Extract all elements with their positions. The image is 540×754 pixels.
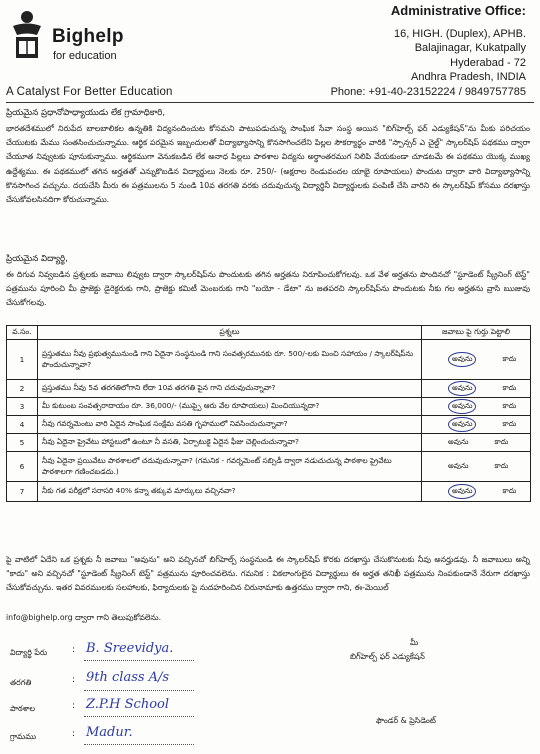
row-number: 5 — [7, 434, 38, 452]
answer-no[interactable]: కాదు — [494, 437, 509, 446]
salutation-headmaster: ప్రియమైన ప్రధానోపాధ్యాయుడు లేక గ్రామాధికారి, — [6, 108, 166, 118]
person-logo-icon — [10, 10, 44, 60]
answer-yes[interactable]: అవును — [448, 437, 469, 446]
col-header-question: ప్రశ్నలు — [38, 326, 422, 340]
row-question: ప్రస్తుతము నీవు 5వ తరగతిలోగాని లేదా 10వ తరగతి పైన గాని చదువుచున్నావా? — [38, 380, 422, 398]
table-row — [7, 452, 531, 482]
class-value: 9th class A/s — [86, 670, 170, 685]
student-name-label: విద్యార్థి పేరు — [10, 648, 48, 657]
row-question: నీకు గత పరీక్షలో సరాసరి 40% కన్నా తక్కువ మార్కులు వచ్చినవా? — [38, 482, 422, 502]
row-number: 3 — [7, 398, 38, 416]
answer-yes[interactable]: అవును — [448, 461, 469, 470]
header-divider — [6, 102, 534, 103]
table-row — [7, 416, 531, 434]
colon: : — [72, 729, 76, 739]
brand-subtitle: for education — [53, 50, 117, 62]
office-address — [326, 4, 526, 99]
row-number: 2 — [7, 380, 38, 398]
office-phone: Phone: +91-40-23152224 / 9849757785 — [330, 85, 526, 98]
answer-no[interactable]: కాదు — [502, 486, 517, 495]
office-line: Balajinagar, Kukatpally — [414, 42, 526, 54]
row-number: 4 — [7, 416, 38, 434]
colon: : — [72, 645, 76, 655]
answer-no[interactable]: కాదు — [502, 354, 517, 363]
office-line: Hyderabad - 72 — [450, 56, 526, 69]
student-name-value: B. Sreevidya. — [86, 641, 174, 656]
school-underline — [84, 716, 194, 717]
office-title: Administrative Office: — [390, 3, 526, 18]
signature-org: బిగ్‌హెల్ప్ ఫర్ ఎడ్యుకేషన్ — [350, 652, 425, 661]
table-row — [7, 434, 531, 452]
row-answer — [422, 416, 531, 434]
row-answer — [422, 434, 531, 452]
tagline: A Catalyst For Better Education — [6, 86, 173, 98]
signature-title: ఫౌండర్ & ప్రెసిడెంట్ — [376, 716, 436, 725]
col-header-answer: జవాబు పై గుర్తు పెట్టాలి — [422, 326, 531, 340]
row-number: 1 — [7, 340, 38, 380]
answer-yes[interactable]: అవును — [448, 484, 476, 499]
village-label: గ్రామము — [10, 732, 37, 741]
table-row — [7, 398, 531, 416]
row-question: మీ కుటుంబ సంవత్సరాదాయం రూ. 36,000/- (ముప్పై ఆరు వేల రూపాయలు) మించియున్నదా? — [38, 398, 422, 416]
row-question: నీవు ఏదైనా ప్రైవేటు హాస్టలులో ఉంటూ నీ వసతి, ఏర్పాటుకై ఏదైన ఫీజు చెల్లించుచున్నావా? — [38, 434, 422, 452]
row-answer — [422, 482, 531, 502]
brand-name: Bighelp — [52, 26, 124, 47]
row-question: ప్రస్తుతము నీవు ప్రభుత్వమునుండి గాని ఏదైనా సంస్థనుండి గాని సంవత్సరమునకు రూ. 500/-లకు మించి సహాయం / స్కాలర్‌షిప్‌ను పొందుచున్నావా? — [38, 340, 422, 380]
colon: : — [72, 675, 76, 685]
row-answer — [422, 452, 531, 482]
colon: : — [72, 701, 76, 711]
row-number: 7 — [7, 482, 38, 502]
school-value: Z.P.H School — [86, 697, 170, 712]
row-number: 6 — [7, 452, 38, 482]
col-header-no: వ.సం. — [7, 326, 38, 340]
answer-yes[interactable]: అవును — [448, 399, 476, 414]
closing-paragraph: పై వాటిలో ఏదేని ఒక ప్రశ్నకు నీ జవాబు "అవును" అని వచ్చినచో బిగ్‌హెల్ప్ సంస్థనుండి ఈ స్కాలర్‌షిప్ కొరకు దరఖాస్తు చేసుకొనుటకు నీవు అనర్హుడవు. నీ జవాబులు అన్ని "కాదు" అని వచ్చినచో "స్టూడెంట్ స్క్రీనింగ్ టెస్ట్" పత్రమును పూరించవలెను. గమనిక : వికలాంగులైన విద్యార్థులు ఈ అర్హత తనిఖీ పత్రమును నింపకుండానే నేరుగా దరఖాస్తు చేసుకోవచ్చును. ఇతర వివరములకు సలహాలకు, ఫిర్యాదులకు పై నుదహరించిన చిరునామాకు ఉత్తరము ద్వారా గాని, ఈ-మెయిల్ — [6, 555, 530, 593]
answer-no[interactable]: కాదు — [502, 383, 517, 392]
village-underline — [84, 744, 194, 745]
answer-no[interactable]: కాదు — [502, 419, 517, 428]
answer-yes[interactable]: అవును — [448, 352, 476, 367]
table-header-row — [7, 326, 531, 340]
row-question: నీవు గవర్నమెంటు వారి ఏదైన సాంఘిక సంక్షేమ వసతి గృహములో నివసించుచున్నావా? — [38, 416, 422, 434]
name-underline — [84, 660, 194, 661]
office-line: Andhra Pradesh, INDIA — [411, 71, 526, 83]
email-line: info@bighelp.org ద్వారా గాని తెలుపుకోవలెను. — [6, 613, 162, 622]
table-row — [7, 482, 531, 502]
village-value: Madur. — [86, 725, 133, 740]
eligibility-table — [6, 325, 531, 502]
table-row — [7, 340, 531, 380]
row-question: నీవు ఏదైనా ప్రయివేటు పాఠశాలలో చదువుచున్నావా? (గమనిక - గవర్నమెంట్ సబ్సిడీ ద్వారా నడుచుచున్న పాఠశాల ప్రైవేటు పాఠశాలగా గణించబడదు.) — [38, 452, 422, 482]
table-row — [7, 380, 531, 398]
row-answer — [422, 380, 531, 398]
class-underline — [84, 690, 194, 691]
answer-yes[interactable]: అవును — [448, 417, 476, 432]
instructions-paragraph: ఈ దిగువ నివ్వబడిన ప్రశ్నలకు జవాబు లివ్వుట ద్వారా స్కాలర్‌షిప్‌ను పొందుటకు తగిన అర్హతను నిరూపించుకోగలవు. ఒక వేళ అర్హతను పొందినచో "స్టూడెంట్ స్క్రీనింగ్ టెస్ట్" పత్రమును పూరించి మీ ప్రాజెక్టు డైరెక్టరుకు గాని, ప్రాజెక్టు కమిటీ మెంబరుకు గాని "బయో - డేటా" ను జతపరచి స్కాలర్‌షిప్‌ను పొందుటకు నీకు గల అర్హతను వ్రాసి ఋజువు చేసుకోగలవు. — [6, 270, 530, 308]
intro-paragraph: భారతదేశములో నిరుపేద బాలబాలికల ఉన్నతికి విద్యనందించుట కోసమని పాటుపడుచున్న సాంఘిక సేవా సంస్థ అయిన "బిగ్‌హెల్ప్ ఫర్ ఎడ్యుకేషన్"ను మీకు పరిచయం చేయుటకు మేము సంతసించుచున్నాము. ఆర్థిక పరమైన ఇబ్బందులతో విద్యాభ్యాసాన్ని కొనసాగించలేని పిల్లల సౌకర్యార్థం వారికి "స్పాన్సర్ ఎ చైల్డ్" స్కాలర్‌షిప్ పథకము ద్వారా చేయూత నివ్వుటకు పూనుకున్నాము. ఆర్థికముగా వెనుకబడిన లేక అనాధ పిల్లలు పాఠశాల విద్యను అర్థాంతరముగ నిలిపి వేయకుండా చూడటమే ఈ పథకము యొక్క ముఖ్య ఉద్దేశ్యము. ఈ పథకములో తగిన అర్హతతో ఎన్నుకొబడిన విద్యార్థులు నెలకు రూ. 250/- (అక్షరాల రెండువందల యాభై రూపాయలు) పొందుట ద్వారా వారి విద్యాభ్యాసాన్ని కొనసాగించ వచ్చును. దయచేసి మీరు ఈ పత్రములను 5 నుండి 10వ తరగతి వరకు చదువుచున్న విద్యార్థినీ విద్యార్థులకు పంపిణీ చేసి వారిని ఈ స్కాలర్‌షిప్ కోసము దరఖాస్తు చేసుకోవలసినదిగా కోరుచున్నాము. — [6, 124, 530, 205]
answer-no[interactable]: కాదు — [502, 401, 517, 410]
answer-yes[interactable]: అవును — [448, 381, 476, 396]
office-line: 16, HIGH. (Duplex), APHB. — [393, 27, 526, 40]
signature-yours: మీ — [410, 638, 419, 647]
class-label: తరగతి — [10, 678, 32, 687]
answer-no[interactable]: కాదు — [494, 461, 509, 470]
row-answer — [422, 340, 531, 380]
salutation-student: ప్రియమైన విద్యార్థి, — [6, 254, 68, 264]
bighelp-logo — [6, 8, 156, 66]
row-answer — [422, 398, 531, 416]
school-label: పాఠశాల — [10, 704, 36, 713]
